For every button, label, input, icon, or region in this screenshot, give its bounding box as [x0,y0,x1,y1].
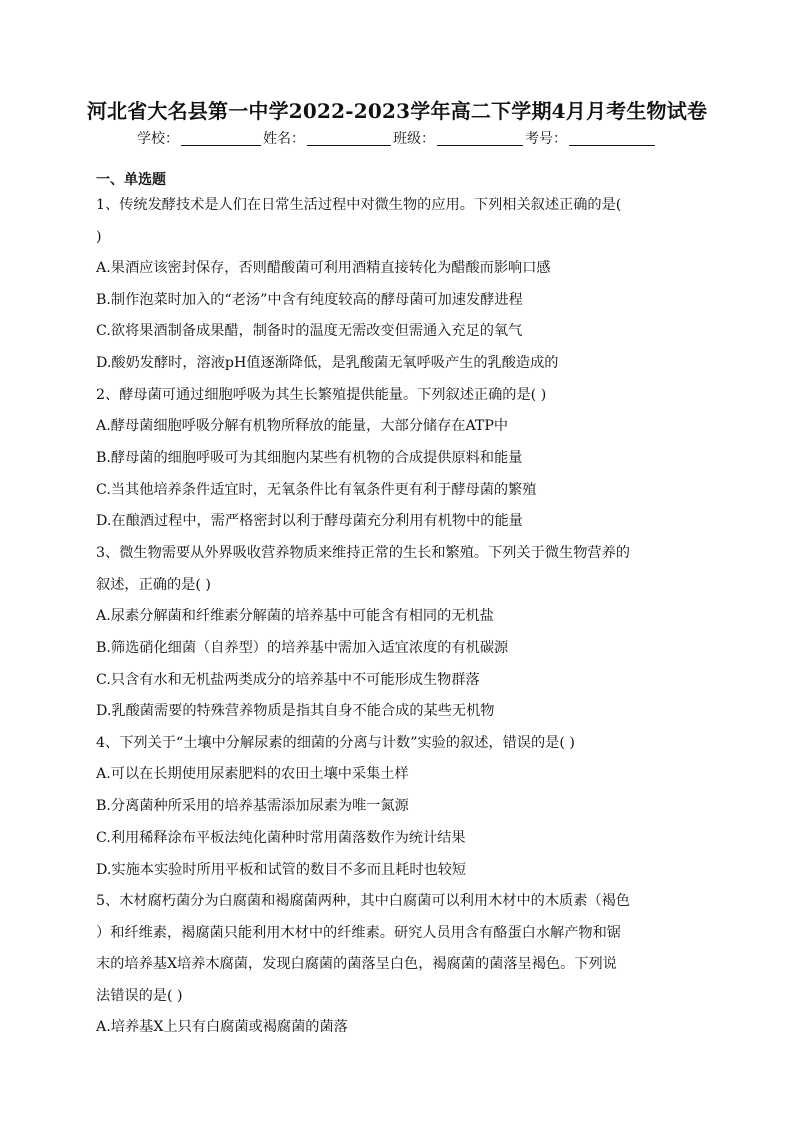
number-blank[interactable] [569,131,655,146]
question-stem-line: 2、酵母菌可通过细胞呼吸为其生长繁殖提供能量。下列叙述正确的是( ) [96,386,547,403]
question-1 [96,190,698,380]
question-2 [96,380,698,538]
school-blank[interactable] [181,131,261,146]
question-stem-line: 1、传统发酵技术是人们在日常生活过程中对微生物的应用。下列相关叙述正确的是( [96,197,622,213]
name-label: 姓名： [263,131,305,147]
option-b: B.酵母菌的细胞呼吸可为其细胞内某些有机物的合成提供原料和能量 [96,450,523,467]
student-info-row [0,128,794,148]
option-d: D.酸奶发酵时，溶液pH值逐渐降低，是乳酸菌无氧呼吸产生的乳酸造成的 [96,355,559,372]
question-stem-line: 叙述，正确的是( ) [96,576,211,593]
option-c: C.当其他培养条件适宜时，无氧条件比有氧条件更有利于酵母菌的繁殖 [96,481,537,498]
option-a: A.培养基X上只有白腐菌或褐腐菌的菌落 [96,1019,348,1036]
question-stem-line: 法错误的是( ) [96,987,183,1004]
option-d: D.实施本实验时所用平板和试管的数目不多而且耗时也较短 [96,861,467,878]
class-label: 班级： [393,131,435,147]
question-stem-line: ）和纤维素，褐腐菌只能利用木材中的纤维素。研究人员用含有酪蛋白水解产物和锯 [96,924,621,941]
option-a: A.酵母菌细胞呼吸分解有机物所释放的能量，大部分储存在ATP中 [96,418,509,435]
name-blank[interactable] [307,131,391,146]
section-heading: 一、单选题 [96,172,166,188]
class-blank[interactable] [437,131,523,146]
question-stem-line: ) [96,228,102,245]
option-c: C.欲将果酒制备成果醋，制备时的温度无需改变但需通入充足的氧气 [96,323,523,340]
option-b: B.制作泡菜时加入的“老汤”中含有纯度较高的酵母菌可加速发酵进程 [96,291,523,308]
option-a: A.尿素分解菌和纤维素分解菌的培养基中可能含有相同的无机盐 [96,608,494,625]
option-d: D.在酿酒过程中，需严格密封以利于酵母菌充分利用有机物中的能量 [96,513,523,530]
option-a: A.果酒应该密封保存，否则醋酸菌可利用酒精直接转化为醋酸而影响口感 [96,260,551,276]
option-a: A.可以在长期使用尿素肥料的农田土壤中采集土样 [96,766,409,783]
question-stem-line: 3、微生物需要从外界吸收营养物质来维持正常的生长和繁殖。下列关于微生物营养的 [96,545,630,562]
page-title: 河北省大名县第一中学2022-2023学年高二下学期4月月考生物试卷 [86,99,708,123]
question-3 [96,538,698,728]
question-stem-line: 末的培养基X培养木腐菌，发现白腐菌的菌落呈白色，褐腐菌的菌落呈褐色。下列说 [96,956,617,973]
option-c: C.只含有水和无机盐两类成分的培养基中不可能形成生物群落 [96,671,480,688]
option-b: B.筛选硝化细菌（自养型）的培养基中需加入适宜浓度的有机碳源 [96,639,509,656]
question-5 [96,886,698,1044]
option-c: C.利用稀释涂布平板法纯化菌种时常用菌落数作为统计结果 [96,829,466,846]
option-b: B.分离菌种所采用的培养基需添加尿素为唯一氮源 [96,798,409,815]
question-stem-line: 4、下列关于“土壤中分解尿素的细菌的分离与计数”实验的叙述，错误的是( ) [96,734,575,751]
question-stem-line: 5、木材腐朽菌分为白腐菌和褐腐菌两种，其中白腐菌可以利用木材中的木质素（褐色 [96,893,630,910]
option-d: D.乳酸菌需要的特殊营养物质是指其自身不能合成的某些无机物 [96,703,495,720]
number-label: 考号： [525,131,567,147]
question-4 [96,728,698,886]
school-label: 学校： [137,131,179,147]
question-content [96,170,698,1044]
